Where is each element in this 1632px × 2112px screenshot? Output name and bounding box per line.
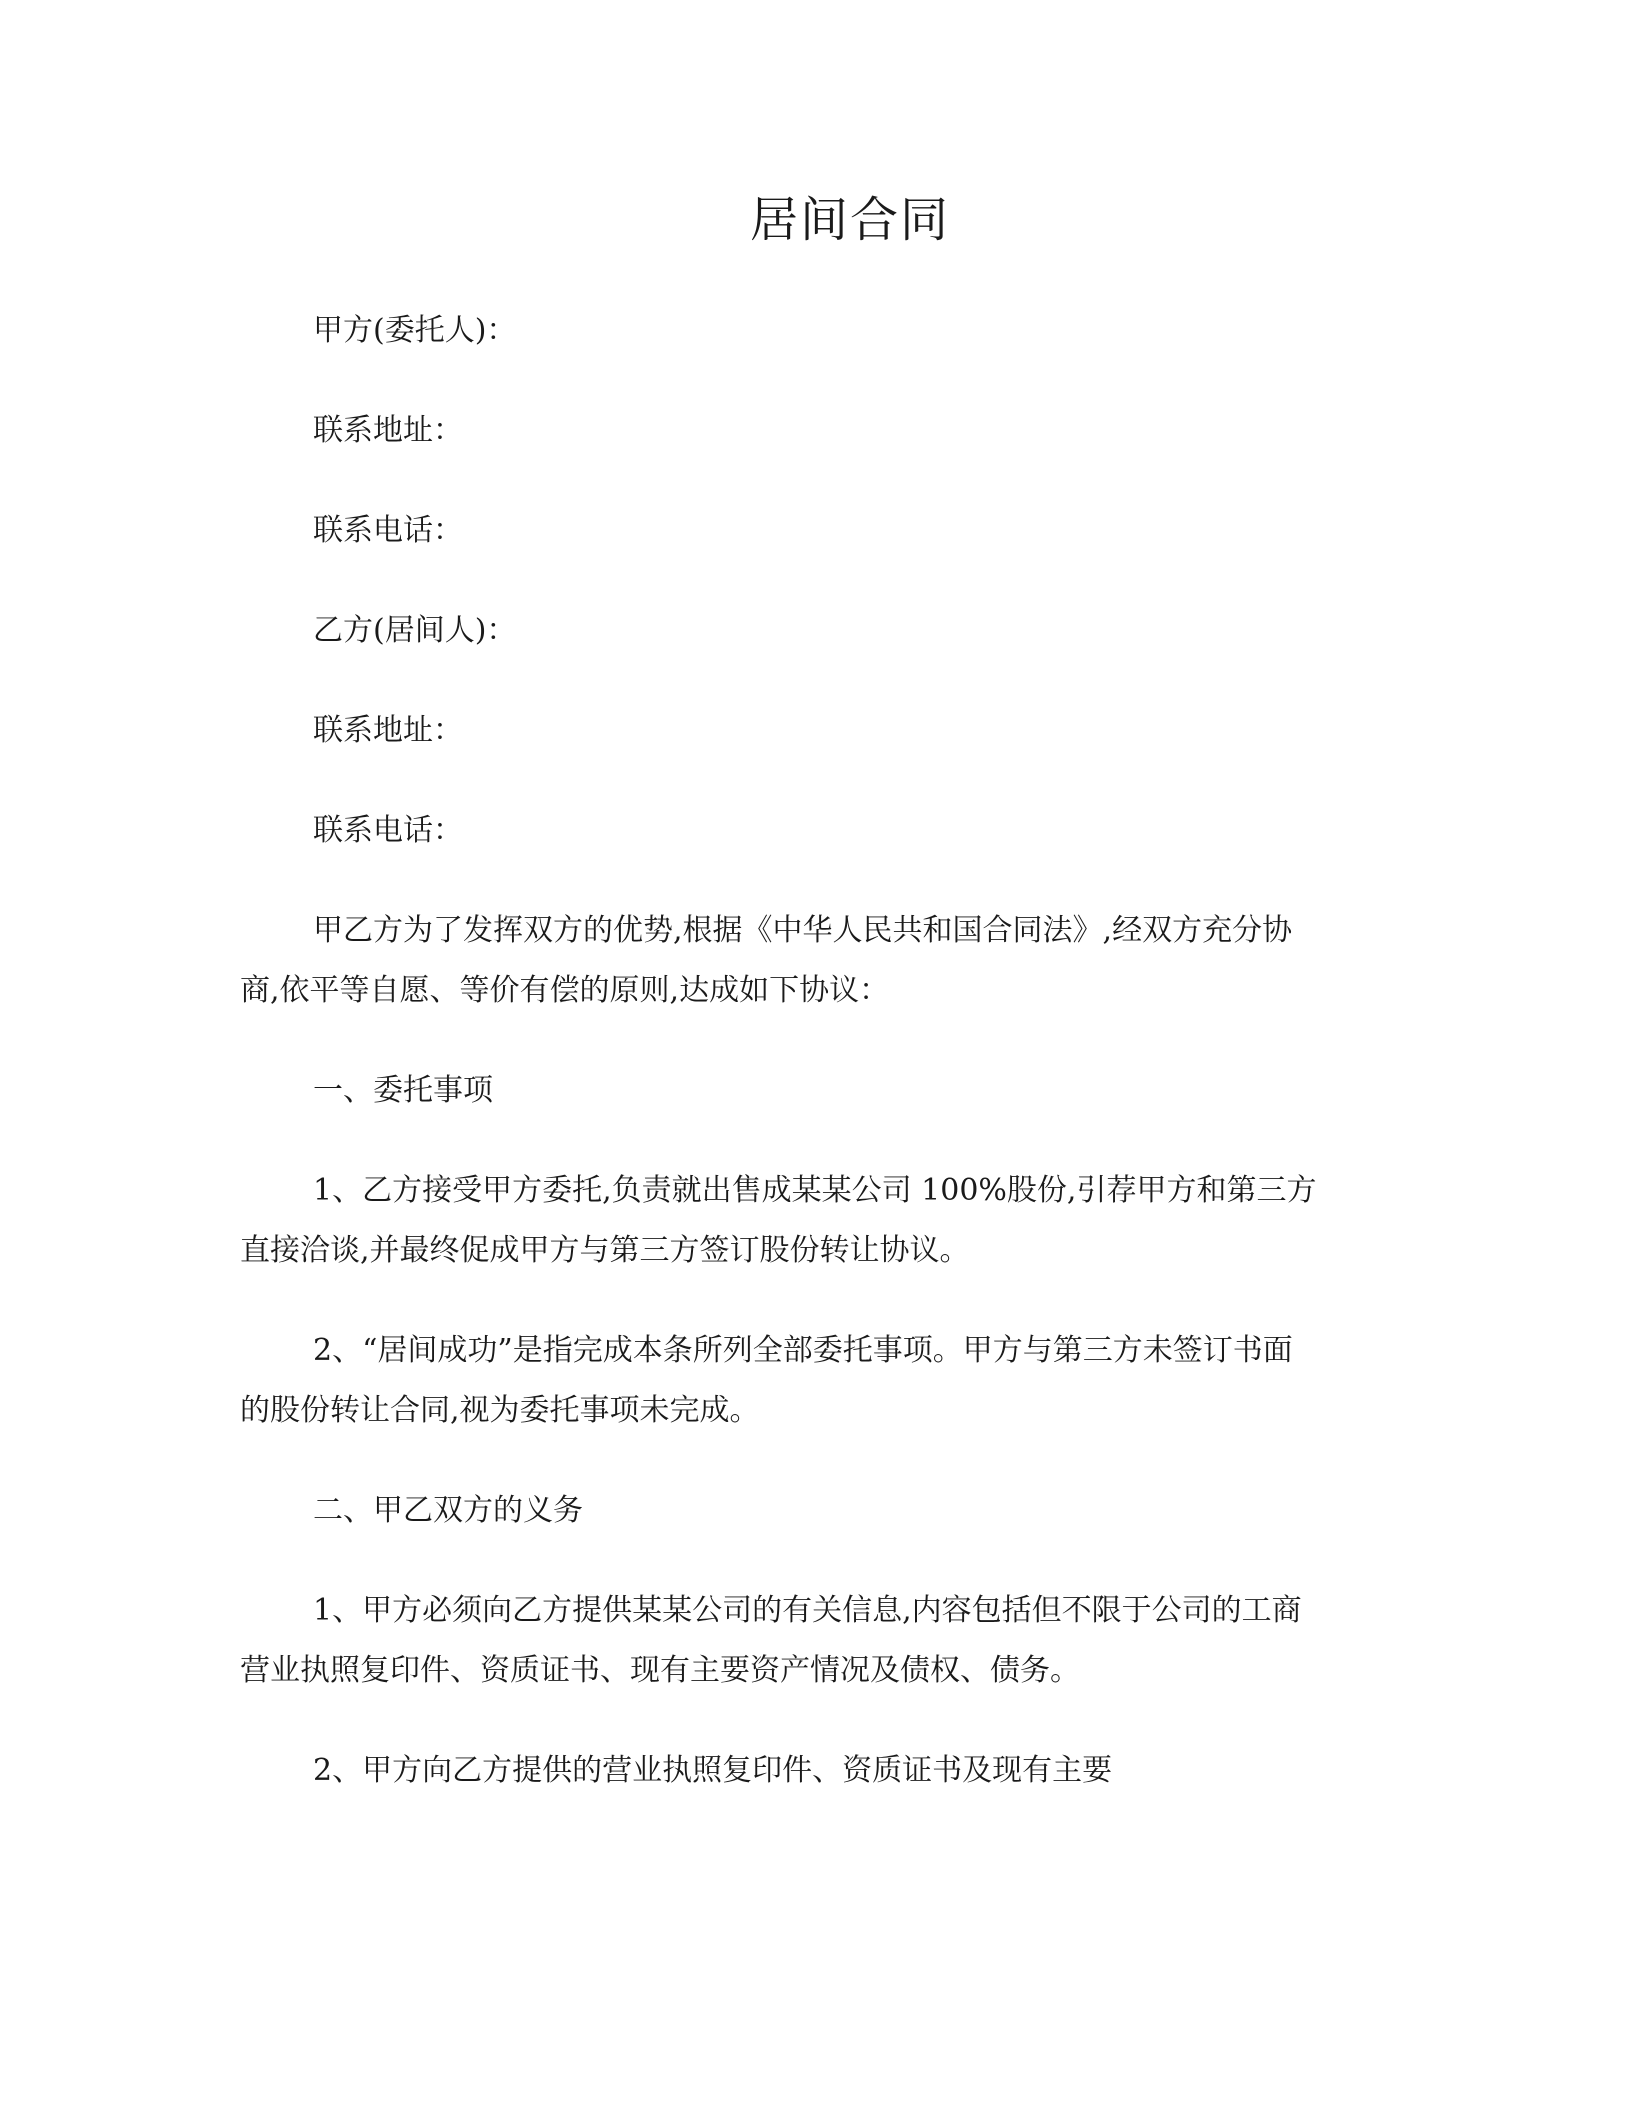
preamble-line-1: 甲乙方为了发挥双方的优势,根据《中华人民共和国合同法》,经双方充分协: [313, 913, 1293, 948]
party-a-address-label: 联系地址：: [313, 413, 463, 448]
section-1-item-1-line-1: 1、乙方接受甲方委托,负责就出售成某某公司 100%股份,引荐甲方和第三方: [313, 1173, 1317, 1208]
preamble-line-2: 商,依平等自愿、等价有偿的原则,达成如下协议：: [240, 973, 890, 1008]
section-1-heading: 一、委托事项: [313, 1073, 493, 1108]
document-title: 居间合同: [749, 192, 950, 248]
party-b-address-label: 联系地址：: [313, 713, 463, 748]
section-1-item-1-line-2: 直接洽谈,并最终促成甲方与第三方签订股份转让协议。: [240, 1233, 970, 1268]
party-a-label: 甲方(委托人)：: [313, 313, 517, 348]
party-a-phone-label: 联系电话：: [313, 513, 463, 548]
section-2-item-1-line-1: 1、甲方必须向乙方提供某某公司的有关信息,内容包括但不限于公司的工商: [313, 1593, 1302, 1628]
section-2-item-1-line-2: 营业执照复印件、资质证书、现有主要资产情况及债权、债务。: [240, 1653, 1080, 1688]
party-b-label: 乙方(居间人)：: [313, 613, 517, 648]
party-b-phone-label: 联系电话：: [313, 813, 463, 848]
section-2-heading: 二、甲乙双方的义务: [313, 1493, 583, 1528]
section-2-item-2-line-1: 2、甲方向乙方提供的营业执照复印件、资质证书及现有主要: [313, 1753, 1113, 1788]
section-1-item-2-line-1: 2、“居间成功”是指完成本条所列全部委托事项。甲方与第三方未签订书面: [313, 1333, 1293, 1368]
section-1-item-2-line-2: 的股份转让合同,视为委托事项未完成。: [240, 1393, 760, 1428]
